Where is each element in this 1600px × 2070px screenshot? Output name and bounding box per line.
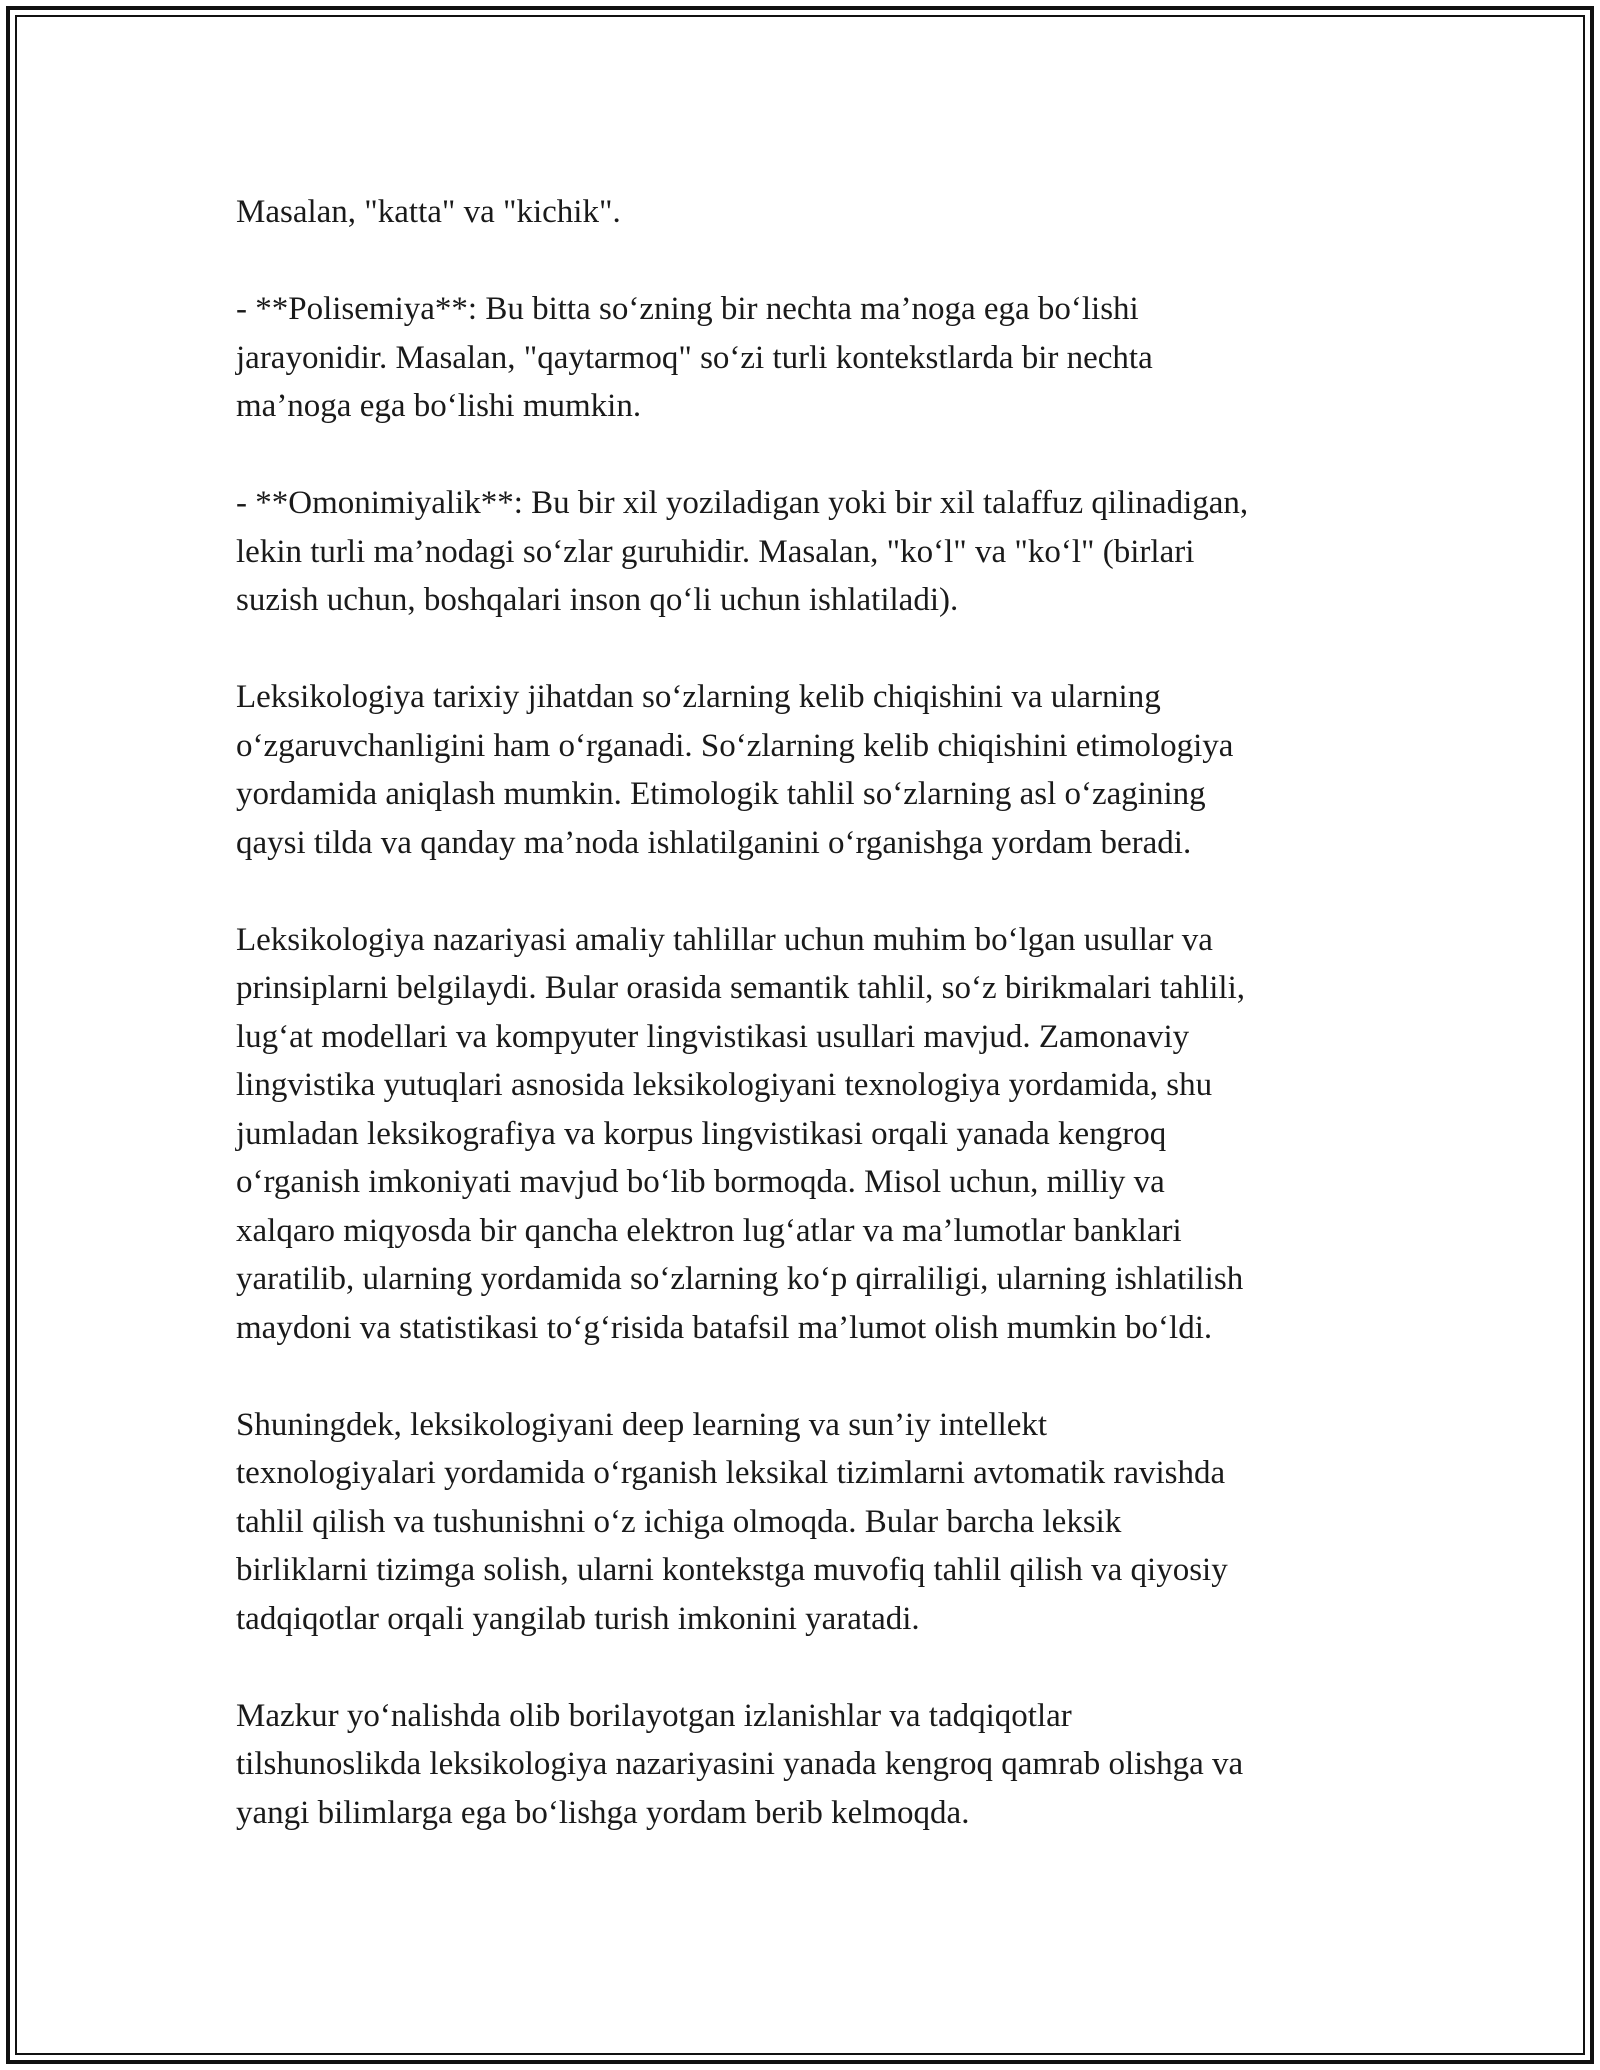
paragraph-polisemiya: - **Polisemiya**: Bu bitta so‘zning bir nechta ma’noga ega bo‘lishi jarayonidir. Masalan, "qaytarmoq" so‘zi turli kontekstlarda bir nechta ma’noga ega bo‘lishi mumkin. bbox=[236, 291, 1153, 424]
document-body bbox=[236, 188, 1396, 1886]
paragraph-mazkur-yonalish: Mazkur yo‘nalishda olib borilayotgan izlanishlar va tadqiqotlar tilshunoslikda leksikologiya nazariyasini yanada kengroq qamrab olishga va yangi bilimlarga ega bo‘lishga yordam berib kelmoqda. bbox=[236, 1697, 1244, 1831]
paragraph-omonimiyalik: - **Omonimiyalik**: Bu bir xil yoziladigan yoki bir xil talaffuz qilinadigan, lekin turli ma’nodagi so‘zlar guruhidir. Masalan, "ko‘l" va "ko‘l" (birlari suzish uchun, boshqalari inson qo‘li uchun ishlatiladi). bbox=[236, 485, 1249, 618]
paragraph-etimologiya: Leksikologiya tarixiy jihatdan so‘zlarning kelib chiqishini va ularning o‘zgaruvchanligini ham o‘rganadi. So‘zlarning kelib chiqishini etimologiya yordamida aniqlash mumkin. Etimologik tahlil so‘zlarning asl o‘zagining qaysi tilda va qanday ma’noda ishlatilganini o‘rganishga yordam beradi. bbox=[236, 679, 1234, 861]
paragraph-deep-learning: Shuningdek, leksikologiyani deep learning va sun’iy intellekt texnologiyalari yordamida o‘rganish leksikal tizimlarni avtomatik ravishda tahlil qilish va tushunishni o‘z ichiga olmoqda. Bular barcha leksik birliklarni tizimga solish, ularni kontekstga muvofiq tahlil qilish va qiyosiy tadqiqotlar orqali yangilab turish imkonini yaratadi. bbox=[236, 1406, 1228, 1637]
paragraph-nazariya-usullari: Leksikologiya nazariyasi amaliy tahlillar uchun muhim bo‘lgan usullar va prinsiplarni belgilaydi. Bular orasida semantik tahlil, so‘z birikmalari tahlili, lug‘at modellari va kompyuter lingvistikasi usullari mavjud. Zamonaviy lingvistika yutuqlari asnosida leksikologiyani texnologiya yordamida, shu jumladan leksikografiya va korpus lingvistikasi orqali yanada kengroq o‘rganish imkoniyati mavjud bo‘lib bormoqda. Misol uchun, milliy va xalqaro miqyosda bir qancha elektron lug‘atlar va ma’lumotlar banklari yaratilib, ularning yordamida so‘zlarning ko‘p qirraliligi, ularning ishlatilish maydoni va statistikasi to‘g‘risida batafsil ma’lumot olish mumkin bo‘ldi. bbox=[236, 921, 1246, 1346]
paragraph-example-katta-kichik: Masalan, "katta" va "kichik". bbox=[236, 194, 621, 230]
